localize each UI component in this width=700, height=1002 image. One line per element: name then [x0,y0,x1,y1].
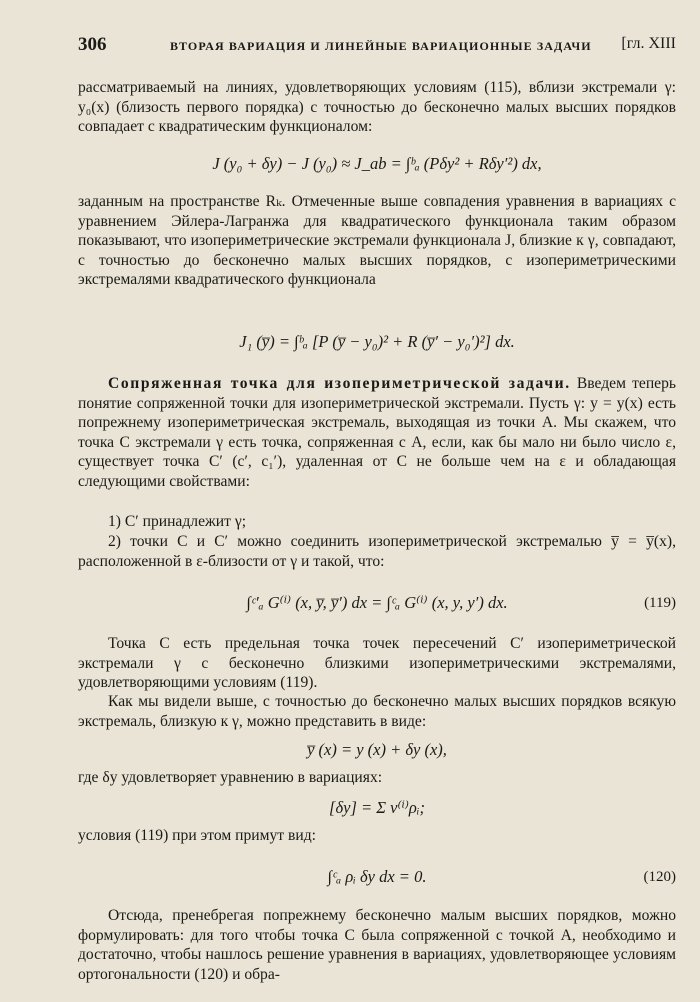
chapter-label: [гл. XIII [621,35,676,52]
list-item-1: 1) C′ принадлежит γ; [108,513,247,530]
page-header [78,34,676,58]
running-head: ВТОРАЯ ВАРИАЦИЯ И ЛИНЕЙНЫЕ ВАРИАЦИОННЫЕ ЗАДАЧИ [170,39,592,53]
equation-120-formula: ∫ᶜₐ ρᵢ δy dx = 0. [327,867,427,886]
paragraph-3-text: Введем теперь понятие сопряженной точки для изопериметрической экстремали. Пусть γ: y = y(x) есть попрежнему изопериметрическая экстремаль, выходящая из точки A. Мы скажем, что точка C экстремали γ есть точка, сопряженная с A, если, как бы мало ни было число ε, существует точка C′ (c′, c₁′), удаленная от C не больше чем на ε и обладающая следующими свойствами: [78,375,677,490]
paragraph-2: заданным на пространстве Rₖ. Отмеченные выше совпадения уравнения в вариациях с уравнением Эйлера-Лагранжа для квадратического функционала таким образом показывают, что изопериметрические экстремали функционала J, близкие к γ, совпадают, с точностью до бесконечно малых высших порядков, с изопериметрическими экстремалями квадратического функционала [78,193,676,289]
equation-119 [78,572,676,634]
equation-variations: [δy] = Σ ν⁽ⁱ⁾ρᵢ; [329,798,425,817]
equation-variation: y̅ (x) = y (x) + δy (x), [307,740,447,759]
paragraph-5: Как мы видели выше, с точностью до бесконечно малых высших порядков всякую экстремаль, близкую к γ, можно представить в виде: [78,693,676,730]
equation-j1: J₁ (y̅) = ∫ᵇₐ [P (y̅ − y₀)² + R (y̅′ − y₀′)²] dx. [239,332,515,351]
equation-number-120: (120) [643,869,676,885]
paragraph-4: Точка C есть предельная точка точек пересечений C′ изопериметрической экстремали γ с бесконечно близкими изопериметрическими экстремалями, удовлетворяющими условиям (119). [78,635,676,692]
paragraph-conjugate-point [78,374,676,512]
paragraph-6: где δy удовлетворяет уравнению в вариациях: [78,769,383,786]
equation-119-formula: ∫ᶜ′ₐ G⁽ⁱ⁾ (x, y̅, y̅′) dx = ∫ᶜₐ G⁽ⁱ⁾ (x, y, y′) dx. [246,593,508,612]
page-body [78,78,676,986]
paragraph-7: условия (119) при этом примут вид: [78,827,316,844]
page-number: 306 [78,34,107,55]
equation-number-119: (119) [644,595,676,611]
equation-120 [78,848,676,906]
paragraph-8: Отсюда, пренебрегая попрежнему бесконечно малым высших порядков, можно формулировать: для того чтобы точка C была сопряженной с точкой A, необходимо и достаточно, чтобы нашлось решение уравнения в вариациях, удовлетворяющее условиям ортогональности (120) и обра- [78,907,676,983]
list-item-2: 2) точки C и C′ можно соединить изопериметрической экстремалью y̅ = y̅(x), расположенной в ε-близости от γ и такой, что: [78,533,676,570]
section-heading: Сопряженная точка для изопериметрической задачи. [108,375,571,392]
paragraph-1: рассматриваемый на линиях, удовлетворяющих условиям (115), вблизи экстремали γ: y₀(x) (близость первого порядка) с точностью до бесконечно малых высших порядков совпадает с квадратическим функционалом: [78,79,676,136]
equation-quadratic-functional: J (y₀ + δy) − J (y₀) ≈ J_ab = ∫ᵇₐ (Pδy² + Rδy′²) dx, [212,154,542,173]
